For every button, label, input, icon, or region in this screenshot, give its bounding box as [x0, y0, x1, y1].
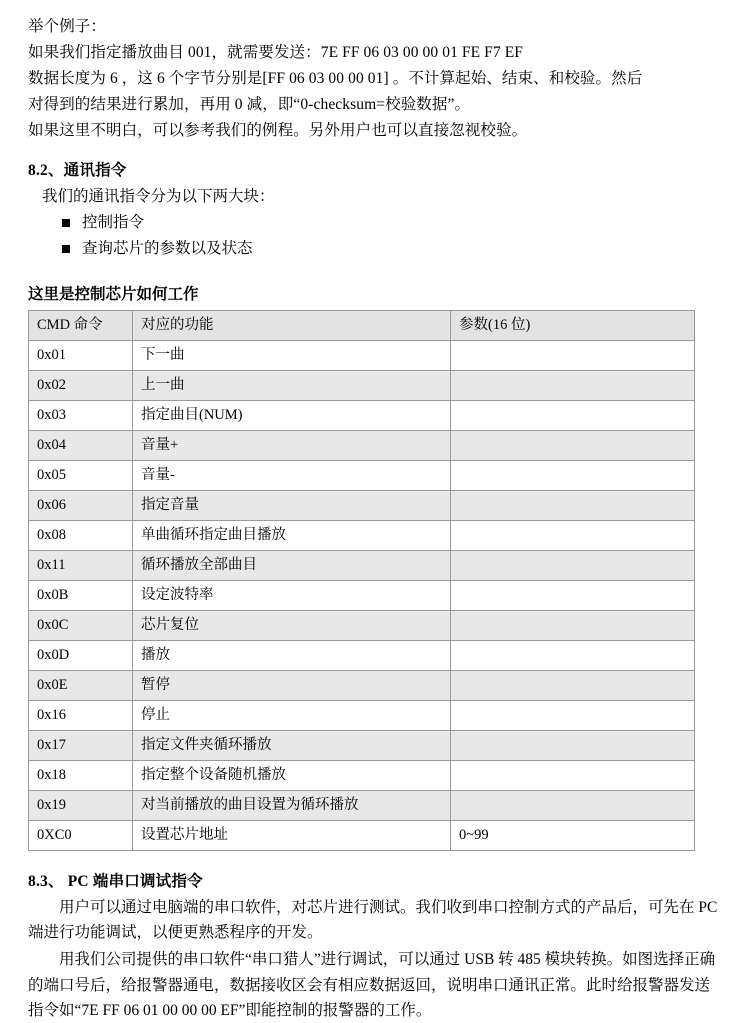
cell-cmd: 0x0B — [29, 581, 133, 611]
cell-param — [451, 671, 695, 701]
table-header-param: 参数(16 位) — [451, 311, 695, 341]
cell-param — [451, 371, 695, 401]
cell-function: 指定曲目(NUM) — [133, 401, 451, 431]
cell-cmd: 0x04 — [29, 431, 133, 461]
table-row — [29, 581, 695, 611]
cell-param — [451, 491, 695, 521]
table-row — [29, 821, 695, 851]
cell-param — [451, 731, 695, 761]
cell-cmd: 0XC0 — [29, 821, 133, 851]
table-header-row — [29, 311, 695, 341]
cell-function: 指定文件夹循环播放 — [133, 731, 451, 761]
table-header-cmd: CMD 命令 — [29, 311, 133, 341]
table-row — [29, 701, 695, 731]
intro-line-3: 数据长度为 6 ，这 6 个字节分别是[FF 06 03 00 00 01] 。不计算起始、结束、和校验。然后 — [28, 70, 643, 88]
cell-function: 播放 — [133, 641, 451, 671]
cell-cmd: 0x0E — [29, 671, 133, 701]
cell-cmd: 0x19 — [29, 791, 133, 821]
cell-param — [451, 581, 695, 611]
intro-line-1: 举个例子： — [28, 18, 107, 35]
section-8-3-para-2: 用我们公司提供的串口软件“串口猎人”进行调试，可以通过 USB 转 485 模块转换。如图选择正确的端口号后，给报警器通电，数据接收区会有相应数据返回，说明串口通讯正常。此时给报警器发送指令如“7E FF 06 01 00 00 00 EF”即能控制的报警器的工作。 — [28, 951, 716, 1019]
cell-function: 设置芯片地址 — [133, 821, 451, 851]
table-row — [29, 791, 695, 821]
table-row — [29, 551, 695, 581]
table-row — [29, 641, 695, 671]
cell-cmd: 0x01 — [29, 341, 133, 371]
table-row — [29, 431, 695, 461]
cell-function: 音量- — [133, 461, 451, 491]
list-item-label: 查询芯片的参数以及状态 — [82, 240, 253, 258]
cell-function: 指定整个设备随机播放 — [133, 761, 451, 791]
cell-cmd: 0x08 — [29, 521, 133, 551]
cell-cmd: 0x03 — [29, 401, 133, 431]
intro-line-2: 如果我们指定播放曲目 001，就需要发送：7E FF 06 03 00 00 01 FE F7 EF — [28, 44, 524, 62]
cell-function: 上一曲 — [133, 371, 451, 401]
table-row — [29, 521, 695, 551]
table-row — [29, 611, 695, 641]
table-row — [29, 461, 695, 491]
section-heading-8-3: 8.3、 PC 端串口调试指令 — [28, 873, 203, 891]
cell-cmd: 0x17 — [29, 731, 133, 761]
cell-param — [451, 431, 695, 461]
table-row — [29, 341, 695, 371]
cell-param: 0~99 — [451, 821, 695, 851]
cell-cmd: 0x0D — [29, 641, 133, 671]
cell-function: 下一曲 — [133, 341, 451, 371]
cell-function: 停止 — [133, 701, 451, 731]
cell-cmd: 0x0C — [29, 611, 133, 641]
cell-param — [451, 461, 695, 491]
square-bullet-icon — [62, 245, 70, 253]
list-item — [62, 237, 722, 262]
table-row — [29, 401, 695, 431]
command-table — [28, 310, 695, 851]
cell-cmd: 0x11 — [29, 551, 133, 581]
table-caption: 这里是控制芯片如何工作 — [28, 286, 199, 304]
cell-param — [451, 521, 695, 551]
cell-function: 指定音量 — [133, 491, 451, 521]
cell-param — [451, 761, 695, 791]
cell-cmd: 0x02 — [29, 371, 133, 401]
intro-line-5: 如果这里不明白，可以参考我们的例程。另外用户也可以直接忽视校验。 — [28, 122, 528, 140]
table-row — [29, 731, 695, 761]
cell-function: 音量+ — [133, 431, 451, 461]
cell-function: 对当前播放的曲目设置为循环播放 — [133, 791, 451, 821]
cell-function: 暂停 — [133, 671, 451, 701]
cell-function: 循环播放全部曲目 — [133, 551, 451, 581]
table-row — [29, 671, 695, 701]
cell-param — [451, 551, 695, 581]
cell-function: 单曲循环指定曲目播放 — [133, 521, 451, 551]
cell-param — [451, 611, 695, 641]
command-category-list — [28, 211, 722, 263]
table-row — [29, 371, 695, 401]
section-8-3-para-1: 用户可以通过电脑端的串口软件，对芯片进行测试。我们收到串口控制方式的产品后，可先在 PC 端进行功能调试，以便更熟悉程序的开发。 — [28, 899, 718, 942]
square-bullet-icon — [62, 219, 70, 227]
table-row — [29, 761, 695, 791]
table-body — [29, 341, 695, 851]
cell-cmd: 0x06 — [29, 491, 133, 521]
list-item — [62, 211, 722, 236]
cell-cmd: 0x05 — [29, 461, 133, 491]
cell-cmd: 0x18 — [29, 761, 133, 791]
cell-function: 设定波特率 — [133, 581, 451, 611]
section-heading-8-2: 8.2、通讯指令 — [28, 161, 127, 179]
section-8-2-lead: 我们的通讯指令分为以下两大块： — [42, 187, 275, 205]
cell-cmd: 0x16 — [29, 701, 133, 731]
cell-param — [451, 701, 695, 731]
cell-function: 芯片复位 — [133, 611, 451, 641]
intro-line-4: 对得到的结果进行累加，再用 0 减，即“0-checksum=校验数据”。 — [28, 96, 471, 114]
table-row — [29, 491, 695, 521]
list-item-label: 控制指令 — [82, 213, 145, 231]
cell-param — [451, 791, 695, 821]
cell-param — [451, 341, 695, 371]
cell-param — [451, 401, 695, 431]
table-header-function: 对应的功能 — [133, 311, 451, 341]
cell-param — [451, 641, 695, 671]
